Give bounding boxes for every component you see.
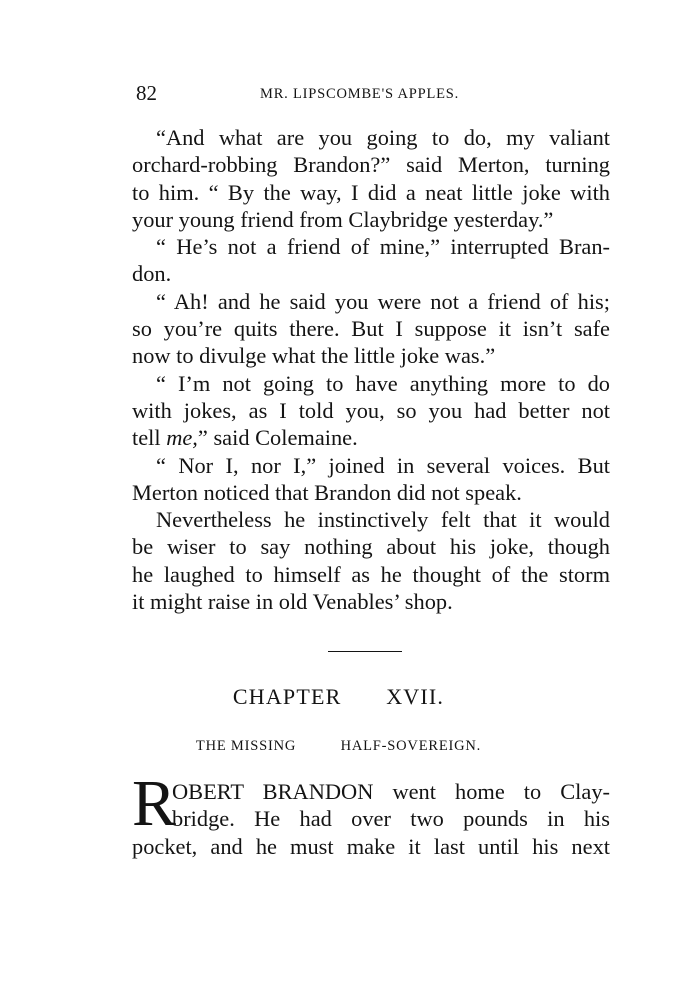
text-line: he laughed to himself as he thought of the storm [132, 561, 610, 587]
text-line: Merton noticed that Brandon did not speak. [132, 479, 522, 505]
text-line: now to divulge what the little joke was.” [132, 343, 496, 369]
text-line [132, 424, 610, 451]
text-line: “ Nor I, nor I,” joined in several voices. But [156, 452, 610, 478]
text-line: to him. “ By the way, I did a neat little joke with [132, 179, 610, 205]
text-line: “And what are you going to do, my valiant [156, 125, 610, 150]
text-line: “ I’m not going to have anything more to do [156, 370, 610, 396]
text-line: with jokes, as I told you, so you had better not [132, 397, 610, 423]
paragraph [132, 370, 610, 452]
section-divider [328, 651, 402, 652]
chapter-heading [0, 683, 677, 711]
paragraph [132, 124, 610, 233]
text-line: your young friend from Claybridge yesterday.” [132, 206, 554, 232]
text-line: don. [132, 261, 172, 287]
paragraph [132, 288, 610, 370]
text-line: OBERT BRANDON went home to Clay- [172, 779, 610, 804]
drop-cap: R [132, 767, 177, 840]
text-line: bridge. He had over two pounds in his [172, 806, 610, 832]
text-fragment: tell [132, 425, 167, 451]
paragraph [132, 506, 610, 615]
chapter-label: CHAPTER [232, 684, 342, 709]
text-line: be wiser to say nothing about his joke, though [132, 534, 610, 560]
text-line: so you’re quits there. But I suppose it isn’t safe [132, 316, 610, 342]
chapter-title-part: THE MISSING [195, 738, 297, 754]
paragraph [132, 452, 610, 507]
text-line: it might raise in old Venables’ shop. [132, 589, 453, 615]
text-line: pocket, and he must make it last until his next [132, 833, 610, 859]
text-fragment: ” said Colemaine. [197, 425, 358, 451]
chapter-title [0, 736, 677, 756]
text-line: orchard-robbing Brandon?” said Merton, turning [132, 152, 610, 178]
chapter-number: XVII. [386, 684, 445, 709]
text-line: “ Ah! and he said you were not a friend of his; [156, 288, 610, 314]
chapter-title-part: HALF-SOVEREIGN. [340, 738, 482, 754]
italic-text: me, [166, 425, 198, 451]
chapter-opening-paragraph [132, 767, 610, 860]
body-text [132, 124, 610, 615]
page-number: 82 [136, 81, 157, 105]
paragraph [132, 233, 610, 288]
text-line: “ He’s not a friend of mine,” interrupted Bran- [156, 234, 610, 260]
running-head [132, 80, 610, 106]
text-line: Nevertheless he instinctively felt that it would [156, 507, 610, 533]
running-title: MR. LIPSCOMBE'S APPLES. [260, 86, 460, 102]
